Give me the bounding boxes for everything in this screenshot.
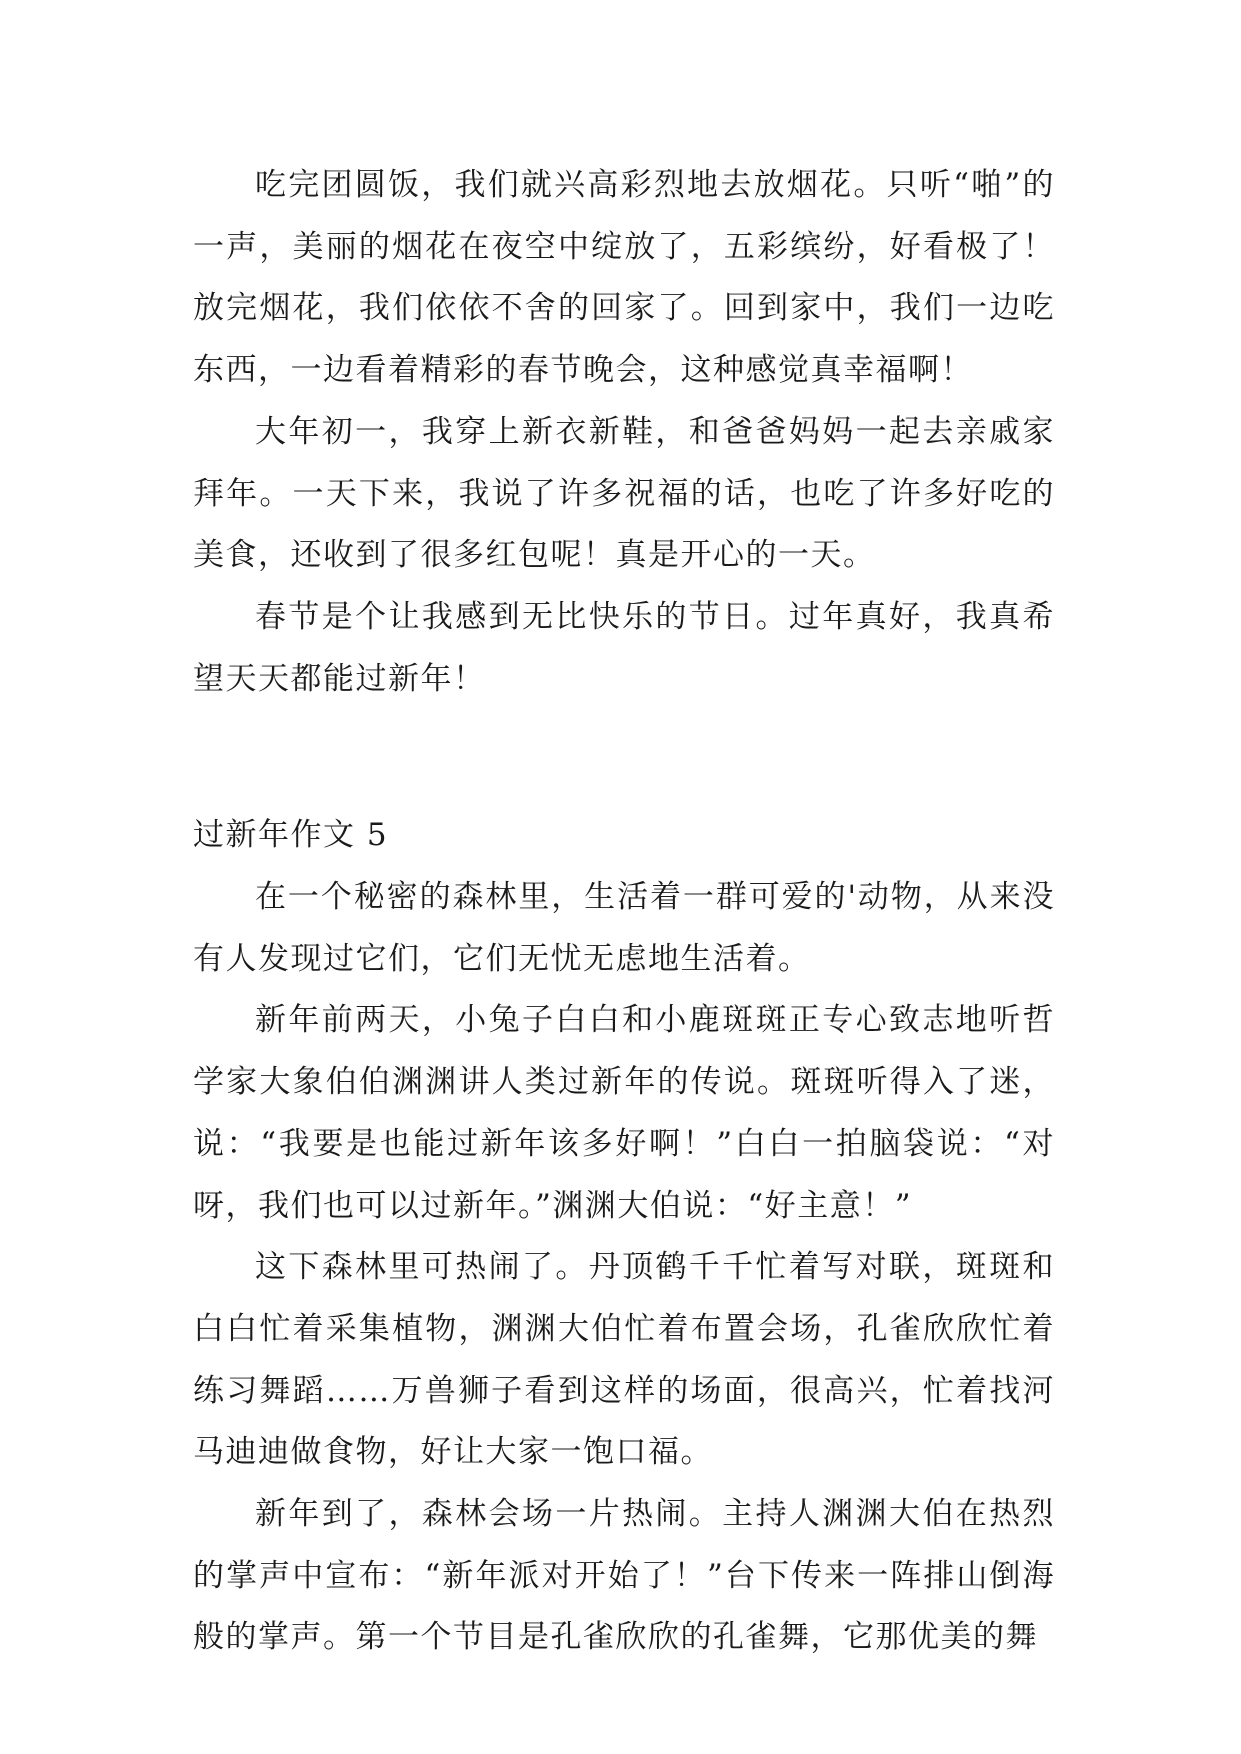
paragraph: 吃完团圆饭，我们就兴高彩烈地去放烟花。只听“啪”的一声，美丽的烟花在夜空中绽放了，五彩缤纷，好看极了！放完烟花，我们依依不舍的回家了。回到家中，我们一边吃东西，一边看着精彩的春节晚会，这种感觉真幸福啊！ <box>193 167 1055 389</box>
paragraph: 这下森林里可热闹了。丹顶鹤千千忙着写对联，斑斑和白白忙着采集植物，渊渊大伯忙着布置会场，孔雀欣欣忙着练习舞蹈……万兽狮子看到这样的场面，很高兴，忙着找河马迪迪做食物，好让大家一饱口福。 <box>193 1249 1055 1471</box>
paragraph: 在一个秘密的森林里，生活着一群可爱的'动物，从来没有人发现过它们，它们无忧无虑地生活着。 <box>193 879 1055 977</box>
paragraph: 新年前两天，小兔子白白和小鹿斑斑正专心致志地听哲学家大象伯伯渊渊讲人类过新年的传说。斑斑听得入了迷，说：“我要是也能过新年该多好啊！”白白一拍脑袋说：“对呀，我们也可以过新年。”渊渊大伯说：“好主意！” <box>193 1002 1055 1224</box>
paragraph: 春节是个让我感到无比快乐的节日。过年真好，我真希望天天都能过新年！ <box>193 598 1055 697</box>
paragraph: 新年到了，森林会场一片热闹。主持人渊渊大伯在热烈的掌声中宣布：“新年派对开始了！”台下传来一阵排山倒海般的掌声。第一个节目是孔雀欣欣的孔雀舞，它那优美的舞 <box>193 1496 1055 1656</box>
document-page <box>193 155 1055 1669</box>
paragraph: 大年初一，我穿上新衣新鞋，和爸爸妈妈一起去亲戚家拜年。一天下来，我说了许多祝福的话，也吃了许多好吃的美食，还收到了很多红包呢！真是开心的一天。 <box>193 413 1055 574</box>
essay-title: 过新年作文 5 <box>193 817 389 854</box>
